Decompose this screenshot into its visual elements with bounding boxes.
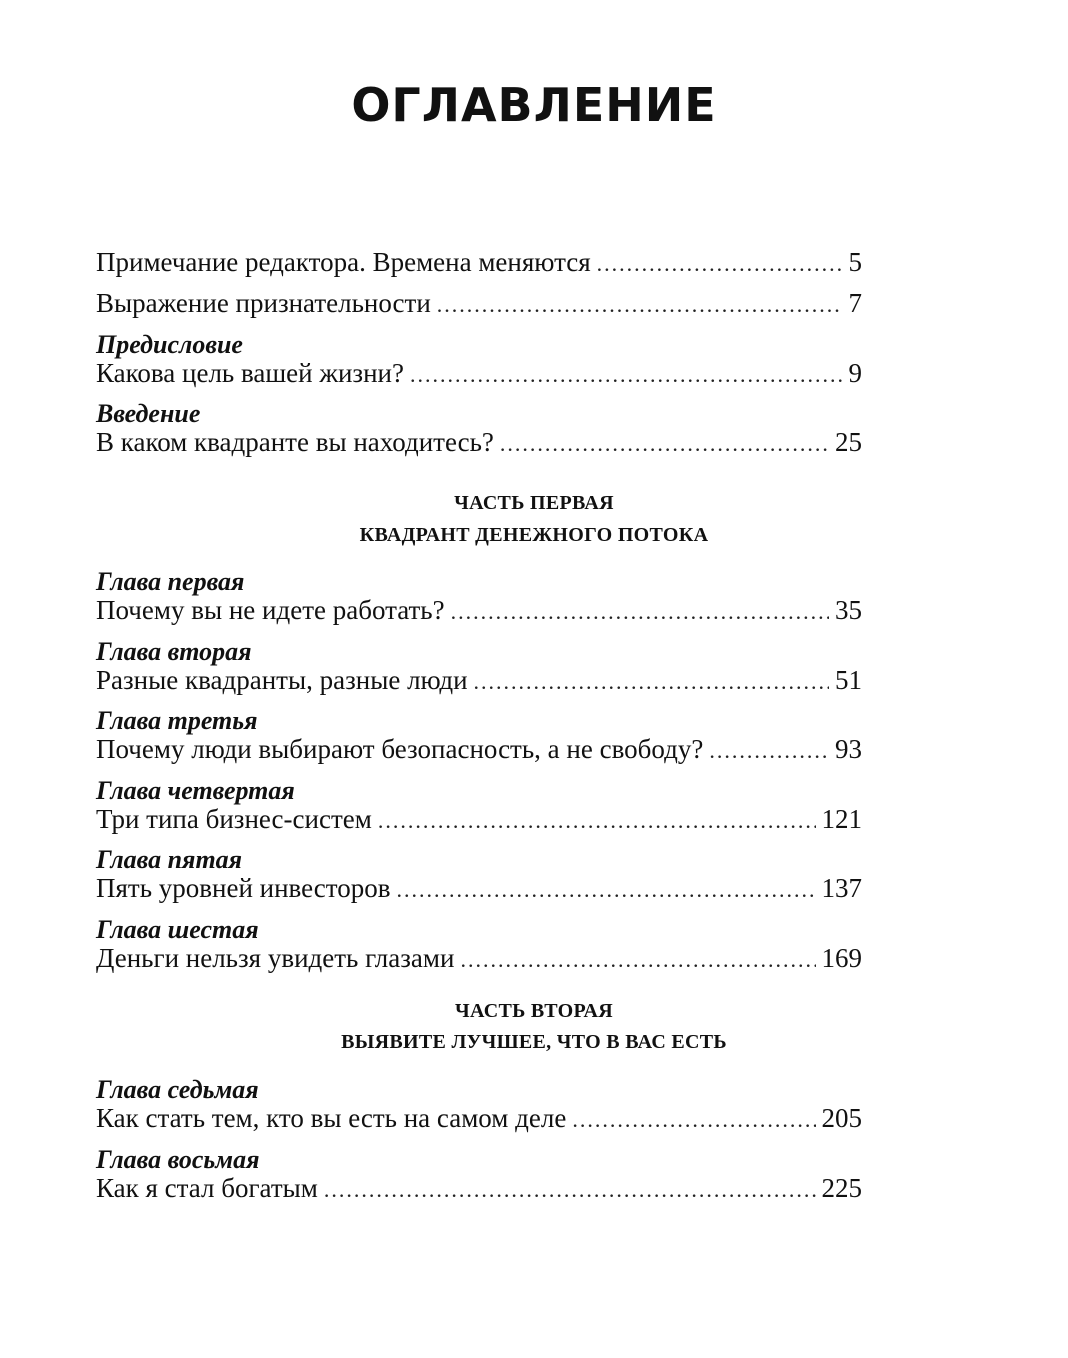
entry-text: Три типа бизнес-систем [96, 804, 372, 834]
toc-entry-chapter-2[interactable] [96, 663, 862, 697]
dot-leader [378, 804, 816, 838]
entry-text: Какова цель вашей жизни? [96, 358, 404, 388]
dot-leader [460, 943, 815, 977]
entry-text: Как стать тем, кто вы есть на самом деле [96, 1103, 567, 1133]
part-heading: ЧАСТЬ ВТОРАЯ [455, 1000, 613, 1022]
dot-leader [396, 873, 815, 907]
chapter-label: Глава вторая [96, 637, 252, 666]
page-number: 5 [848, 247, 862, 277]
page-number: 205 [821, 1103, 862, 1133]
toc-entry-chapter-8[interactable] [96, 1171, 862, 1205]
chapter-label: Глава восьмая [96, 1145, 260, 1174]
page-number: 51 [835, 665, 862, 695]
entry-text: Примечание редактора. Времена меняются [96, 247, 591, 277]
entry-label: Предисловие [96, 330, 243, 359]
dot-leader [474, 665, 829, 699]
toc-entry-chapter-6[interactable] [96, 941, 862, 975]
page-title: ОГЛАВЛЕНИЕ [351, 78, 717, 132]
toc-entry-acknowledgements[interactable] [96, 286, 862, 320]
page-number: 7 [848, 288, 862, 318]
part-subtitle: ВЫЯВИТЕ ЛУЧШЕЕ, ЧТО В ВАС ЕСТЬ [341, 1031, 727, 1053]
toc-entry-chapter-5[interactable] [96, 871, 862, 905]
chapter-label: Глава первая [96, 567, 245, 596]
dot-leader [437, 288, 843, 322]
dot-leader [709, 734, 829, 768]
entry-text: Выражение признательности [96, 288, 431, 318]
entry-text: Пять уровней инвесторов [96, 873, 391, 903]
page-number: 121 [821, 804, 862, 834]
page-number: 25 [835, 427, 862, 457]
dot-leader [324, 1173, 816, 1207]
entry-text: В каком квадранте вы находитесь? [96, 427, 494, 457]
toc-entry-chapter-7[interactable] [96, 1101, 862, 1135]
entry-text: Почему люди выбирают безопасность, а не свободу? [96, 734, 704, 764]
entry-text: Деньги нельзя увидеть глазами [96, 943, 455, 973]
toc-entry-chapter-4[interactable] [96, 802, 862, 836]
chapter-label: Глава седьмая [96, 1075, 259, 1104]
page-number: 225 [821, 1173, 862, 1203]
entry-label: Введение [96, 399, 201, 428]
toc-entry-preface[interactable] [96, 356, 862, 390]
chapter-label: Глава пятая [96, 845, 243, 874]
toc-entry-introduction[interactable] [96, 425, 862, 459]
dot-leader [572, 1103, 815, 1137]
toc-entry-chapter-3[interactable] [96, 732, 862, 766]
part-subtitle: КВАДРАНТ ДЕНЕЖНОГО ПОТОКА [359, 524, 709, 546]
dot-leader [597, 247, 843, 281]
entry-text: Разные квадранты, разные люди [96, 665, 468, 695]
part-heading: ЧАСТЬ ПЕРВАЯ [454, 492, 614, 514]
entry-text: Как я стал богатым [96, 1173, 318, 1203]
dot-leader [451, 595, 829, 629]
dot-leader [410, 358, 843, 392]
chapter-label: Глава четвертая [96, 776, 295, 805]
page-number: 9 [848, 358, 862, 388]
entry-text: Почему вы не идете работать? [96, 595, 445, 625]
toc-entry-editor-note[interactable] [96, 245, 862, 279]
page-number: 169 [821, 943, 862, 973]
page-number: 137 [821, 873, 862, 903]
page-number: 93 [835, 734, 862, 764]
chapter-label: Глава третья [96, 706, 258, 735]
page-number: 35 [835, 595, 862, 625]
dot-leader [500, 427, 829, 461]
chapter-label: Глава шестая [96, 915, 259, 944]
toc-entry-chapter-1[interactable] [96, 593, 862, 627]
